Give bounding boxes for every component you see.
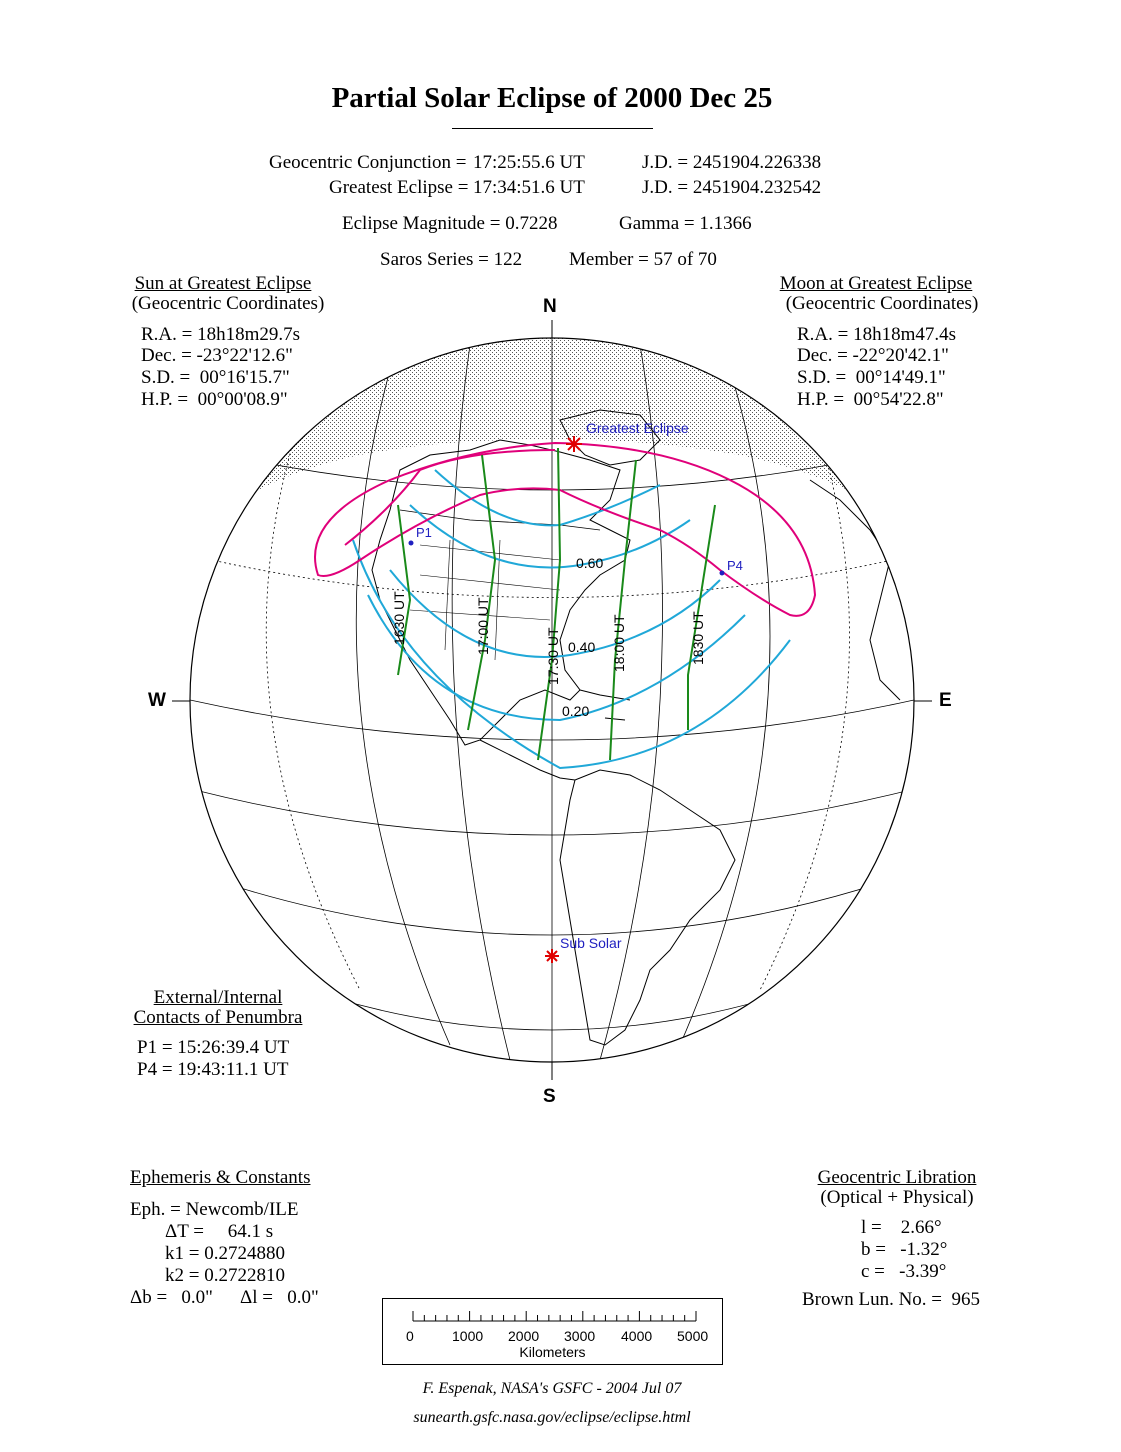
time-label-1700: 17:00 UT — [475, 597, 491, 655]
magnitude-label-040: 0.40 — [568, 639, 596, 655]
contacts-heading-2: Contacts of Penumbra — [133, 1007, 303, 1028]
brown-lunation: Brown Lun. No. = 965 — [802, 1289, 981, 1310]
scale-tick-0: 0 — [406, 1328, 414, 1344]
time-line-1700 — [468, 455, 495, 730]
greatest-eclipse-time: 17:34:51.6 UT — [473, 177, 585, 198]
magnitude-curves — [353, 470, 790, 768]
scale-box — [382, 1298, 723, 1365]
conjunction-label: Geocentric Conjunction = — [269, 152, 467, 173]
magnitude-curve-060 — [410, 505, 690, 568]
k1-constant: k1 = 0.2724880 — [165, 1243, 285, 1264]
saros-series: Saros Series = 122 — [380, 249, 523, 270]
time-label-1730: 17:30 UT — [545, 627, 561, 685]
map-markers — [409, 436, 725, 963]
p1-point — [409, 541, 414, 546]
sun-dec: Dec. = -23°22'12.6" — [141, 345, 293, 366]
east-label: E — [939, 690, 952, 711]
scale-tick-4000: 4000 — [621, 1328, 653, 1344]
conjunction-jd: J.D. = 2451904.226338 — [642, 152, 822, 173]
libration-b: b = -1.32° — [861, 1239, 948, 1260]
time-label-1800: 18:00 UT — [611, 614, 627, 672]
saros-member: Member = 57 of 70 — [569, 249, 717, 270]
magnitude-label-020: 0.20 — [562, 703, 590, 719]
subsolar-marker — [545, 949, 559, 963]
penumbral-limits — [315, 443, 815, 616]
penumbral-limit-curve — [315, 443, 815, 616]
contacts-heading-1: External/Internal — [153, 987, 283, 1008]
time-line-1730 — [538, 448, 560, 760]
south-label: S — [543, 1086, 556, 1107]
eclipse-magnitude: Eclipse Magnitude = 0.7228 — [342, 213, 558, 234]
west-label: W — [148, 690, 166, 711]
gamma-value: Gamma = 1.1366 — [619, 213, 752, 234]
scale-tick-5000: 5000 — [677, 1328, 709, 1344]
p4-point — [720, 571, 725, 576]
moon-subheading: (Geocentric Coordinates) — [785, 293, 979, 314]
moon-ra: R.A. = 18h18m47.4s — [797, 324, 957, 345]
scale-tick-3000: 3000 — [564, 1328, 596, 1344]
moon-heading: Moon at Greatest Eclipse — [779, 273, 973, 294]
k2-constant: k2 = 0.2722810 — [165, 1265, 285, 1286]
greatest-eclipse-label: Greatest Eclipse = — [329, 177, 469, 198]
sun-hp: H.P. = 00°00'08.9" — [141, 389, 288, 410]
moon-hp: H.P. = 00°54'22.8" — [797, 389, 944, 410]
north-label: N — [543, 296, 557, 317]
libration-subheading: (Optical + Physical) — [820, 1187, 974, 1208]
northern-limit-curve — [345, 450, 555, 545]
page-title: Partial Solar Eclipse of 2000 Dec 25 — [331, 82, 773, 114]
night-region — [180, 330, 930, 545]
moon-sd: S.D. = 00°14'49.1" — [797, 367, 946, 388]
libration-c: c = -3.39° — [861, 1261, 947, 1282]
coastlines — [372, 410, 900, 1045]
libration-heading: Geocentric Libration — [817, 1167, 977, 1188]
scale-unit: Kilometers — [519, 1344, 586, 1360]
time-label-1630: 1630 UT — [391, 591, 407, 645]
greatest-eclipse-marker — [566, 436, 582, 452]
contact-p4: P4 = 19:43:11.1 UT — [137, 1059, 289, 1080]
sun-ra: R.A. = 18h18m29.7s — [141, 324, 301, 345]
p1-label: P1 — [416, 525, 432, 540]
magnitude-curve-080 — [435, 470, 660, 525]
credit-author: F. Espenak, NASA's GSFC - 2004 Jul 07 — [422, 1380, 682, 1397]
scale-tick-2000: 2000 — [508, 1328, 540, 1344]
credit-url: sunearth.gsfc.nasa.gov/eclipse/eclipse.html — [413, 1409, 691, 1426]
delta-b: Δb = 0.0" — [130, 1287, 213, 1308]
greatest-eclipse-label: Greatest Eclipse — [586, 420, 689, 436]
time-label-1830: 1830 UT — [690, 611, 706, 665]
conjunction-time: 17:25:55.6 UT — [473, 152, 585, 173]
sun-sd: S.D. = 00°16'15.7" — [141, 367, 290, 388]
sun-subheading: (Geocentric Coordinates) — [131, 293, 325, 314]
scale-tick-1000: 1000 — [452, 1328, 484, 1344]
delta-l: Δl = 0.0" — [240, 1287, 319, 1308]
ephemeris-name: Eph. = Newcomb/ILE — [130, 1199, 299, 1220]
delta-t: ΔT = 64.1 s — [165, 1221, 274, 1242]
ephemeris-heading: Ephemeris & Constants — [130, 1167, 311, 1188]
p4-label: P4 — [727, 558, 743, 573]
magnitude-label-060: 0.60 — [576, 555, 604, 571]
moon-dec: Dec. = -22°20'42.1" — [797, 345, 949, 366]
subsolar-label: Sub Solar — [560, 935, 622, 951]
libration-l: l = 2.66° — [861, 1217, 942, 1238]
greatest-eclipse-jd: J.D. = 2451904.232542 — [642, 177, 822, 198]
contact-p1: P1 = 15:26:39.4 UT — [137, 1037, 290, 1058]
sun-heading: Sun at Greatest Eclipse — [134, 273, 312, 294]
